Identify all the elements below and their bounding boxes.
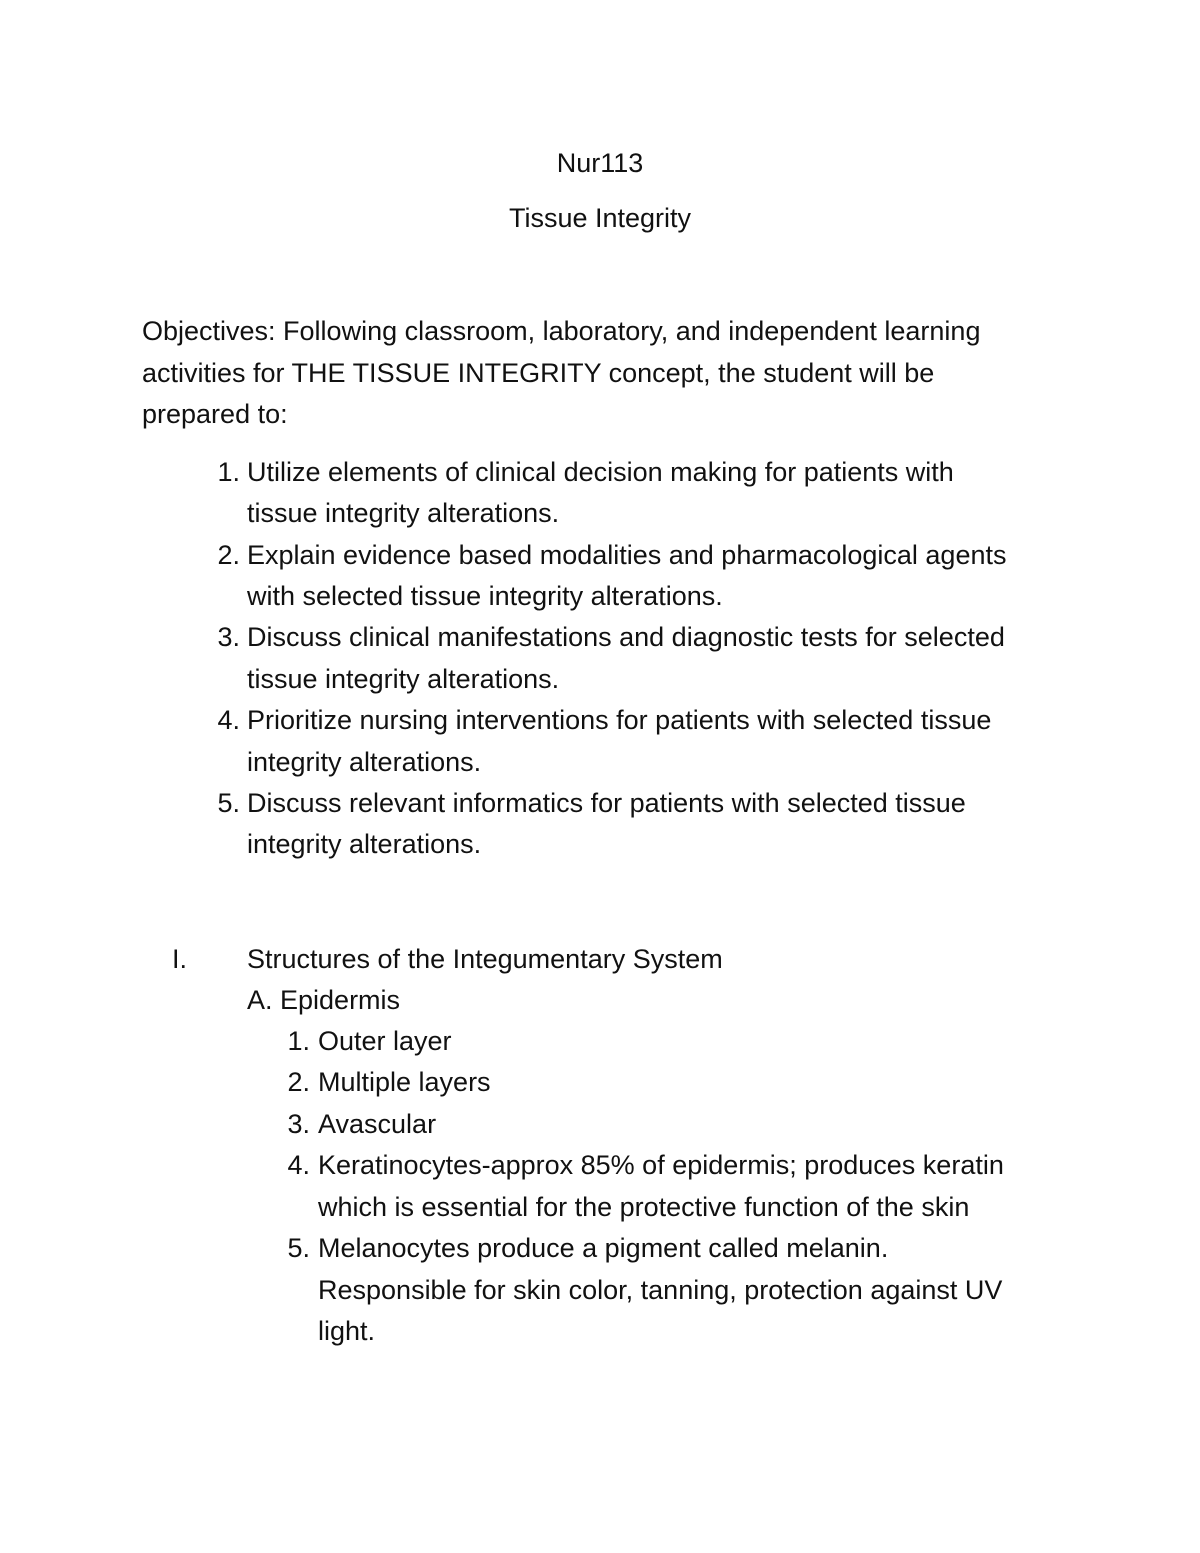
section-title: Structures of the Integumentary System <box>247 944 723 974</box>
outline-item-number: 5. <box>287 1233 310 1263</box>
objective-text-line-1: Discuss clinical manifestations and diagnostic tests for selected <box>247 622 1005 652</box>
objective-text-line-2: tissue integrity alterations. <box>247 664 560 694</box>
objective-number: 4. <box>217 705 240 735</box>
outline-item-number: 4. <box>287 1150 310 1180</box>
outline-item-text: Keratinocytes-approx 85% of epidermis; produces keratin <box>318 1150 1004 1180</box>
outline-item-number: 3. <box>287 1109 310 1139</box>
outline-item-number: 2. <box>287 1067 310 1097</box>
course-code: Nur113 <box>556 148 644 178</box>
outline-item-text: light. <box>318 1316 376 1346</box>
objective-text-line-1: Discuss relevant informatics for patients with selected tissue <box>247 788 966 818</box>
objective-text-line-2: integrity alterations. <box>247 747 482 777</box>
objective-text-line-1: Explain evidence based modalities and pharmacological agents <box>247 540 1007 570</box>
outline-item-text: Outer layer <box>318 1026 452 1056</box>
objective-text-line-2: integrity alterations. <box>247 829 482 859</box>
objective-number: 5. <box>217 788 240 818</box>
objective-text-line-1: Prioritize nursing interventions for patients with selected tissue <box>247 705 992 735</box>
objective-text-line-1: Utilize elements of clinical decision making for patients with <box>247 457 954 487</box>
outline-item-number: 1. <box>287 1026 310 1056</box>
objectives-intro-line-1: Objectives: Following classroom, laboratory, and independent learning <box>142 316 981 346</box>
objective-text-line-2: tissue integrity alterations. <box>247 498 560 528</box>
objectives-intro-line-2: activities for THE TISSUE INTEGRITY concept, the student will be <box>142 358 935 388</box>
outline-item-text: Responsible for skin color, tanning, protection against UV <box>318 1275 1003 1305</box>
objective-text-line-2: with selected tissue integrity alterations. <box>247 581 723 611</box>
objective-number: 2. <box>217 540 240 570</box>
outline-item-text: Multiple layers <box>318 1067 491 1097</box>
objective-number: 1. <box>217 457 240 487</box>
outline-item-text: which is essential for the protective function of the skin <box>318 1192 970 1222</box>
outline-item-text: Melanocytes produce a pigment called melanin. <box>318 1233 889 1263</box>
objective-number: 3. <box>217 622 240 652</box>
document-title: Tissue Integrity <box>508 203 692 233</box>
objectives-intro-line-3: prepared to: <box>142 399 288 429</box>
section-number: I. <box>172 944 188 974</box>
outline-item-text: Avascular <box>318 1109 437 1139</box>
subsection-title: A. Epidermis <box>247 985 401 1015</box>
